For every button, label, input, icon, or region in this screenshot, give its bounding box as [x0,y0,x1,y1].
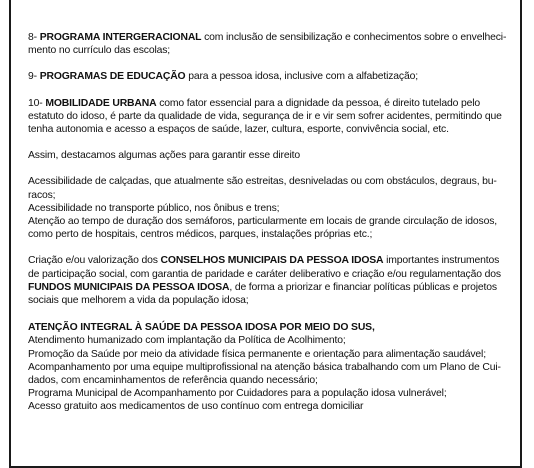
health-item: dados, com encaminhamentos de referência quando necessário; [28,375,318,387]
health-item: Acompanhamento por uma equipe multiprofissional na atenção básica trabalhando com um Plano de Cui- [28,361,501,373]
councils-text: importantes instrumentos [383,255,500,267]
document-frame [9,0,522,468]
action-traffic-lights: Atenção ao tempo de duração dos semáforos, particularmente em locais de grande circulação de idosos, [28,216,498,228]
item-number: 9- [28,71,40,83]
item-text: estatuto do idoso, é parte da qualidade de vida, segurança de ir e vir sem sofrer acidentes, permitindo que [28,110,502,122]
health-heading: ATENÇÃO INTEGRAL À SAÚDE DA PESSOA IDOSA POR MEIO DO SUS, [28,322,375,334]
councils-title: CONSELHOS MUNICIPAIS DA PESSOA IDOSA [160,255,384,267]
councils-paragraph [28,254,518,307]
councils-text: Criação e/ou valorização dos [28,255,161,267]
item-text: tenha autonomia e acesso a espaços de saúde, lazer, cultura, esporte, convivência social, etc. [28,124,449,136]
item-9-programas-de-educacao [28,70,518,83]
item-text: mento no currículo das escolas; [28,45,171,57]
item-10-mobilidade-urbana [28,97,518,137]
action-public-transport: Acessibilidade no transporte público, nos ônibus e trens; [28,202,280,214]
councils-text: de participação social, com garantia de paridade e caráter deliberativo e criação e/ou regulamentação dos [28,268,501,280]
actions-intro: Assim, destacamos algumas ações para garantir esse direito [28,150,300,162]
action-sidewalks-cont: racos; [28,189,56,201]
item-title: MOBILIDADE URBANA [45,97,157,109]
action-sidewalks: Acessibilidade de calçadas, que atualmente são estreitas, desniveladas ou com obstáculos, degraus, bu- [28,176,497,188]
item-number: 10- [28,97,46,109]
item-text: para a pessoa idosa, inclusive com a alfabetização; [185,71,418,83]
actions-list [28,175,518,241]
item-text: com inclusão de sensibilização e conhecimentos sobre o envelheci- [201,32,507,43]
funds-title: FUNDOS MUNICIPAIS DA PESSOA IDOSA [28,281,230,293]
item-number: 8- [28,32,40,43]
health-item: Programa Municipal de Acompanhamento por Cuidadores para a população idosa vulnerável; [28,388,447,400]
councils-text: , de forma a priorizar e financiar políticas públicas e projetos [229,281,497,293]
health-item: Acesso gratuito aos medicamentos de uso contínuo com entrega domiciliar [28,401,364,413]
item-title: PROGRAMA INTERGERACIONAL [39,32,202,43]
item-title: PROGRAMAS DE EDUCAÇÃO [39,71,186,83]
health-item: Promoção da Saúde por meio da atividade física permanente e orientação para alimentação saudável; [28,348,486,360]
item-text: como fator essencial para a dignidade da pessoa, é direito tutelado pelo [156,97,480,109]
document-body [28,31,518,414]
health-section [28,321,518,413]
item-8-programa-intergeracional [28,31,518,57]
action-traffic-lights-cont: como perto de hospitais, centros médicos, parques, instalações próprias etc.; [28,229,373,241]
health-item: Atendimento humanizado com implantação da Política de Acolhimento; [28,335,346,347]
councils-text: sociais que melhorem a vida da população idosa; [28,295,249,307]
